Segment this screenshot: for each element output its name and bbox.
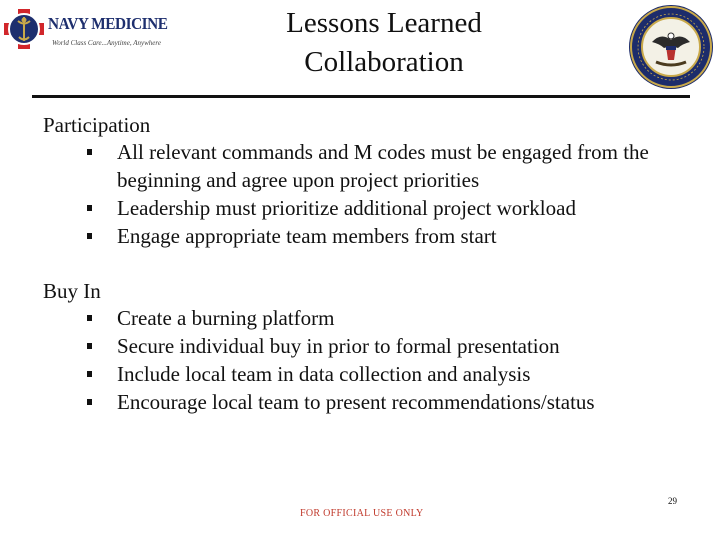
bullet-icon: [87, 149, 92, 155]
page-number: 29: [668, 496, 677, 506]
logo-name: NAVY MEDICINE: [48, 14, 168, 33]
bullet-icon: [87, 343, 92, 349]
list-item: All relevant commands and M codes must be engaged from the beginning and agree upon project priorities: [43, 138, 677, 194]
department-of-the-navy-seal-icon: [626, 2, 716, 92]
bullet-icon: [87, 371, 92, 377]
section-participation: [43, 112, 677, 250]
section-heading: Buy In: [43, 279, 101, 303]
navy-medicine-logo: [4, 6, 168, 56]
list-item: Include local team in data collection and analysis: [43, 360, 677, 388]
bullet-icon: [87, 399, 92, 405]
bullet-icon: [87, 205, 92, 211]
logo-tagline: World Class Care...Anytime, Anywhere: [52, 39, 161, 47]
list-item: Secure individual buy in prior to formal presentation: [43, 332, 677, 360]
list-item: Encourage local team to present recommendations/status: [43, 388, 677, 416]
bullet-list: [43, 138, 677, 250]
bullet-icon: [87, 233, 92, 239]
department-of-the-navy-seal: [626, 2, 716, 92]
section-buy-in: [43, 278, 677, 416]
slide-title-line-2: Collaboration: [304, 46, 464, 78]
title-divider: [32, 95, 690, 98]
classification-footer: FOR OFFICIAL USE ONLY: [300, 508, 424, 519]
list-item: Create a burning platform: [43, 304, 677, 332]
bullet-list: [43, 304, 677, 416]
list-item: Leadership must prioritize additional project workload: [43, 194, 677, 222]
bullet-icon: [87, 315, 92, 321]
section-heading: Participation: [43, 113, 151, 137]
slide-title-line-1: Lessons Learned: [286, 7, 482, 39]
navy-medicine-emblem-icon: [4, 6, 50, 56]
list-item: Engage appropriate team members from start: [43, 222, 677, 250]
